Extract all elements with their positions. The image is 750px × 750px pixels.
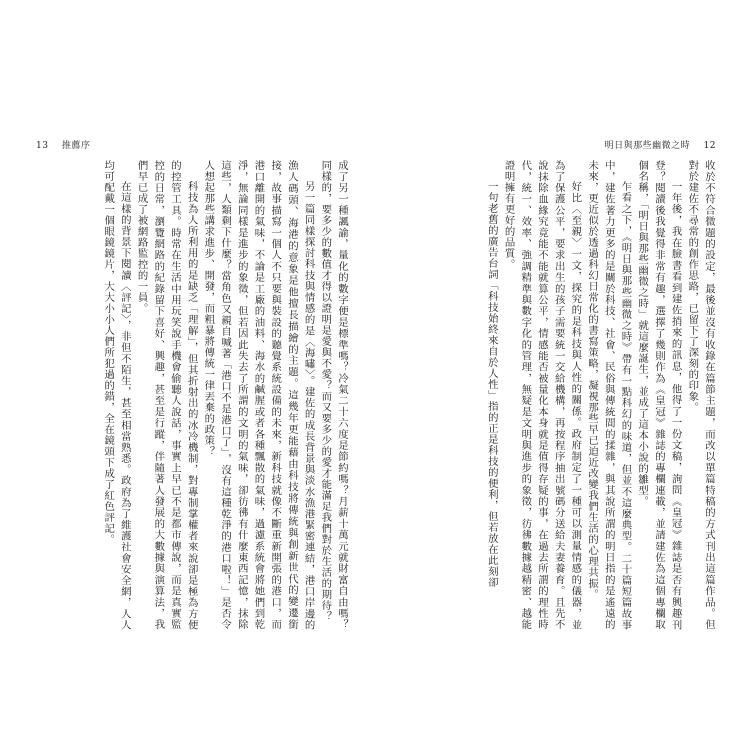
paragraph: 一年後，我在臉書看到建佐捎來的訊息，他得了一份文稿，詢問《皇冠》雜誌是否有興趣刊登？閱讀後我覺得非常有趣，選擇了幾則作為《皇冠》雜誌的專欄連載，並請建佐為這個專欄取個名稱，「明日與那些幽微之時」就這麼誕生，並成了這本小說的雛型。 <box>636 160 682 630</box>
paragraph: 科技為人所利用的是缺乏「理解」，但其折射出的冰冷機制，對專制掌權者來說卻是極為方便的控管工具。時常在生活中用玩笑說手機會偷聽人說話，事實上早已不是都市傳說，而是真實監控的日常，瀏覽網路的紀錄留下喜好、興趣，甚至是行蹤，伴隨著人發展的大數據與演算法，我們早已成了被網路監控的一員。 <box>135 160 198 630</box>
paragraph: 好比〈至親〉一文，探究的是科技與人性的關係。政府制定了一種可以測量情感的儀器，並為了保護公平，要求出生的孩子需要統一交給機構，再按程序抽出號碼分送給夫妻養育。且先不說抹除血緣究竟能不能就算公平，情感能否被量化本身就是值得存疑的事，在過去所謂的理性時代，統一、效率、強調精準與數字化的管理，無疑是文明與進步的象徵，彷彿數據越精密、越能證明擁有更好的品質。 <box>502 160 582 630</box>
right-page-number: 12 <box>703 141 716 151</box>
left-page-number: 13 <box>36 141 49 151</box>
paragraph: 另一篇同樣探討科技與情感的是〈海嘯〉。建佐的成長背景與淡水漁港緊密連結，港口岸邊的漁人碼頭、海港的意象是他擅長描繪的主題。這幾年更能藉由科技將傳統與創新世代的變遷銜接，故事描寫一個人不只要與裝設的聽覺系統設備的未來，新科技就像不斷重新開張的港口，而港口離開的氣味，不論是工廠的油料、海水的鹹腥或者各種飄散的氣味，過濾系統會將她們到乾淨，無論同樣是進步的象徵，但若因此失去了所謂的文明的氣味，卻彷彿有什麼東西記憶，抹除這些，人類剩下什麼？當角色又親自喊著「港口不是港口了」，沒有這種乾淨的港口啦！」是否令人想起那些講求進步、開發，而粗暴將傳統一律丟棄的政策？ <box>202 160 315 630</box>
left-section-title: 推薦序 <box>61 141 91 151</box>
right-page-header <box>605 141 716 151</box>
paragraph: 一句老舊的廣告台詞「科技始終來自於人性」指的正是科技的便利，但若放在此刻卻 <box>485 180 498 588</box>
right-page-body <box>405 160 717 630</box>
paragraph: 收於不符合微題的設定，最後並沒有收錄在篇節主題，而改以單篇特稿的方式刊出這篇作品。但對於建佐不尋常的創作思路，已留下了深刻的印象。 <box>686 160 715 630</box>
left-page-body <box>34 160 350 630</box>
paragraph: 乍看之下，《明日與那些幽微之時》帶有一點科幻的味道，但並不這麼典型。二十篇短篇故事中，建佐著力更多的是關於科技、社會、民俗與傳統間的揉雜，與其說所謂的明日指的是遙遠的未來，更近似於透過科幻日常化的書寫策略，凝視那些早已迫近改變我們生活的心理共振。 <box>586 160 632 630</box>
paragraph: 成了另一種諷諭，量化的數字便是標準嗎？冷氣二十六度是節約嗎？月薪十萬元就財富自由嗎？同樣的，要多少的數值才得以證明是愛與不愛？而又要多少的愛才能滿足我們對於生活的期待？ <box>319 160 348 630</box>
paragraph: 在這樣的背景下閱讀〈評記〉，非但不陌生，甚至相當熟悉。政府為了維護社會安全網，人人均可配戴一個眼鏡鏡片，大大小小人們所犯過的錯，全在鏡頭下成了紅色評記。 <box>102 160 131 630</box>
right-section-title: 明日與那些幽微之時 <box>604 141 691 151</box>
left-page-header <box>36 141 90 151</box>
